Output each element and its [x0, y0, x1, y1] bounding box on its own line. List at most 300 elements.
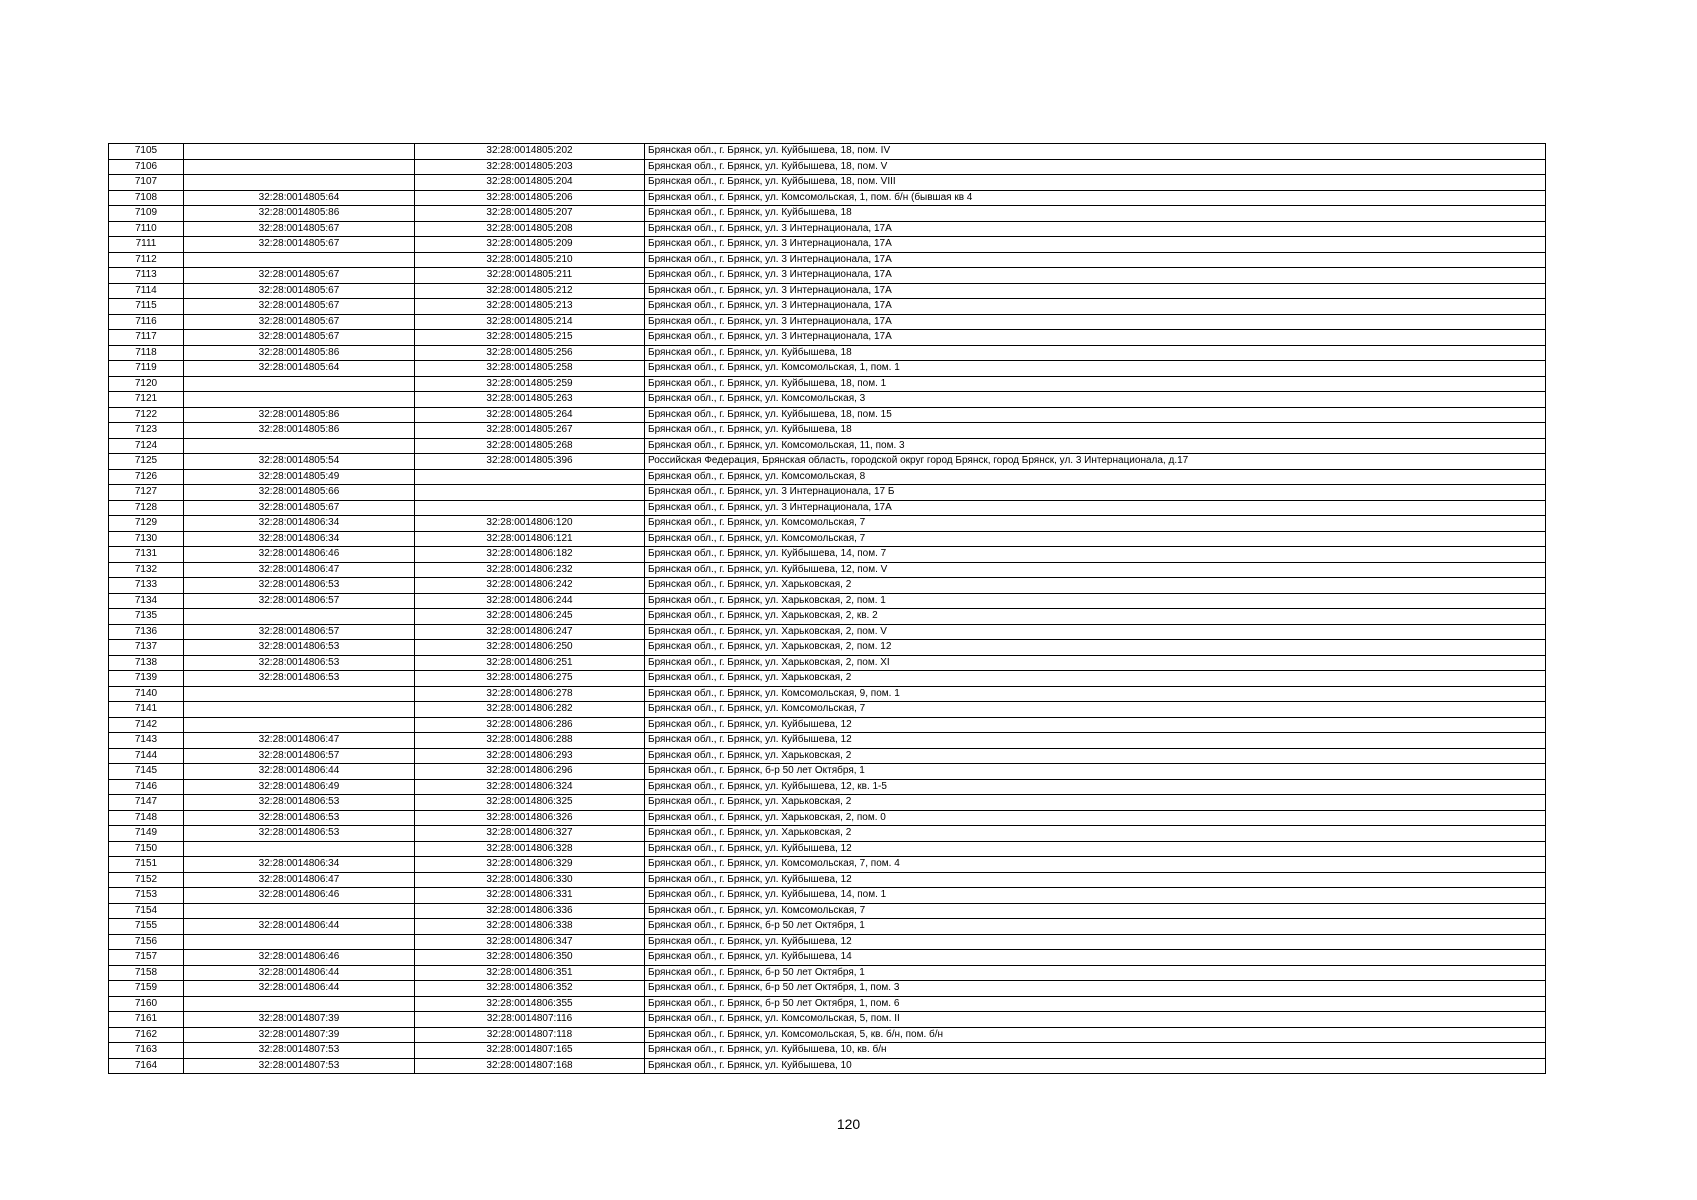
parent-cadastral-cell: 32:28:0014805:86 [184, 423, 415, 439]
row-number-cell: 7143 [109, 733, 184, 749]
address-cell: Брянская обл., г. Брянск, ул. Куйбышева, 14, пом. 1 [645, 888, 1546, 904]
row-number-cell: 7139 [109, 671, 184, 687]
row-number-cell: 7120 [109, 376, 184, 392]
parent-cadastral-cell: 32:28:0014805:67 [184, 237, 415, 253]
row-number-cell: 7124 [109, 438, 184, 454]
cadastral-number-cell: 32:28:0014805:210 [415, 252, 645, 268]
address-cell: Брянская обл., г. Брянск, ул. Харьковская, 2, пом. 1 [645, 593, 1546, 609]
row-number-cell: 7146 [109, 779, 184, 795]
row-number-cell: 7127 [109, 485, 184, 501]
cadastral-table-body [109, 144, 1546, 1074]
parent-cadastral-cell: 32:28:0014806:47 [184, 872, 415, 888]
row-number-cell: 7136 [109, 624, 184, 640]
parent-cadastral-cell: 32:28:0014806:34 [184, 516, 415, 532]
row-number-cell: 7128 [109, 500, 184, 516]
cadastral-number-cell: 32:28:0014806:326 [415, 810, 645, 826]
parent-cadastral-cell [184, 702, 415, 718]
address-cell: Брянская обл., г. Брянск, ул. Куйбышева, 12, пом. V [645, 562, 1546, 578]
address-cell: Брянская обл., г. Брянск, ул. Комсомольская, 9, пом. 1 [645, 686, 1546, 702]
address-cell: Брянская обл., г. Брянск, ул. Комсомольская, 1, пом. б/н (бывшая кв 4 [645, 190, 1546, 206]
cadastral-number-cell [415, 485, 645, 501]
table-row [109, 516, 1546, 532]
row-number-cell: 7159 [109, 981, 184, 997]
table-row [109, 283, 1546, 299]
cadastral-number-cell: 32:28:0014806:330 [415, 872, 645, 888]
cadastral-number-cell: 32:28:0014806:232 [415, 562, 645, 578]
row-number-cell: 7108 [109, 190, 184, 206]
row-number-cell: 7123 [109, 423, 184, 439]
cadastral-number-cell: 32:28:0014806:120 [415, 516, 645, 532]
parent-cadastral-cell: 32:28:0014806:53 [184, 671, 415, 687]
table-row [109, 624, 1546, 640]
cadastral-number-cell: 32:28:0014806:324 [415, 779, 645, 795]
cadastral-number-cell: 32:28:0014807:168 [415, 1058, 645, 1074]
address-cell: Брянская обл., г. Брянск, ул. Комсомольская, 11, пом. 3 [645, 438, 1546, 454]
cadastral-number-cell: 32:28:0014806:245 [415, 609, 645, 625]
address-cell: Брянская обл., г. Брянск, ул. Куйбышева, 18, пом. 15 [645, 407, 1546, 423]
row-number-cell: 7147 [109, 795, 184, 811]
address-cell: Брянская обл., г. Брянск, ул. 3 Интернационала, 17 Б [645, 485, 1546, 501]
address-cell: Брянская обл., г. Брянск, ул. Комсомольская, 5, пом. II [645, 1012, 1546, 1028]
row-number-cell: 7138 [109, 655, 184, 671]
cadastral-number-cell: 32:28:0014805:204 [415, 175, 645, 191]
table-row [109, 1012, 1546, 1028]
parent-cadastral-cell: 32:28:0014806:47 [184, 733, 415, 749]
cadastral-number-cell: 32:28:0014806:251 [415, 655, 645, 671]
cadastral-number-cell: 32:28:0014806:336 [415, 903, 645, 919]
table-row [109, 593, 1546, 609]
table-row [109, 795, 1546, 811]
table-row [109, 919, 1546, 935]
address-cell: Брянская обл., г. Брянск, ул. Куйбышева, 18 [645, 345, 1546, 361]
page-number: 120 [836, 1116, 861, 1132]
row-number-cell: 7112 [109, 252, 184, 268]
cadastral-number-cell: 32:28:0014806:325 [415, 795, 645, 811]
table-row [109, 299, 1546, 315]
table-row [109, 686, 1546, 702]
address-cell: Брянская обл., г. Брянск, ул. Куйбышева, 12 [645, 733, 1546, 749]
row-number-cell: 7119 [109, 361, 184, 377]
parent-cadastral-cell: 32:28:0014805:86 [184, 345, 415, 361]
row-number-cell: 7130 [109, 531, 184, 547]
cadastral-number-cell: 32:28:0014805:268 [415, 438, 645, 454]
cadastral-number-cell: 32:28:0014805:214 [415, 314, 645, 330]
parent-cadastral-cell [184, 376, 415, 392]
table-row [109, 562, 1546, 578]
address-cell: Брянская обл., г. Брянск, ул. 3 Интернационала, 17А [645, 283, 1546, 299]
address-cell: Брянская обл., г. Брянск, ул. 3 Интернационала, 17А [645, 314, 1546, 330]
cadastral-number-cell: 32:28:0014805:258 [415, 361, 645, 377]
address-cell: Брянская обл., г. Брянск, ул. Харьковская, 2, пом. XI [645, 655, 1546, 671]
cadastral-number-cell: 32:28:0014806:293 [415, 748, 645, 764]
row-number-cell: 7126 [109, 469, 184, 485]
table-row [109, 438, 1546, 454]
cadastral-number-cell: 32:28:0014805:206 [415, 190, 645, 206]
address-cell: Брянская обл., г. Брянск, ул. Куйбышева, 18, пом. V [645, 159, 1546, 175]
row-number-cell: 7111 [109, 237, 184, 253]
row-number-cell: 7109 [109, 206, 184, 222]
address-cell: Брянская обл., г. Брянск, ул. Харьковская, 2 [645, 671, 1546, 687]
cadastral-number-cell: 32:28:0014806:182 [415, 547, 645, 563]
address-cell: Брянская обл., г. Брянск, ул. Куйбышева, 18, пом. 1 [645, 376, 1546, 392]
parent-cadastral-cell: 32:28:0014805:67 [184, 330, 415, 346]
parent-cadastral-cell: 32:28:0014805:67 [184, 500, 415, 516]
cadastral-number-cell: 32:28:0014806:121 [415, 531, 645, 547]
row-number-cell: 7134 [109, 593, 184, 609]
table-row [109, 144, 1546, 160]
table-row [109, 531, 1546, 547]
cadastral-number-cell: 32:28:0014806:351 [415, 965, 645, 981]
address-cell: Брянская обл., г. Брянск, б-р 50 лет Октября, 1, пом. 3 [645, 981, 1546, 997]
parent-cadastral-cell: 32:28:0014807:39 [184, 1012, 415, 1028]
parent-cadastral-cell: 32:28:0014806:44 [184, 965, 415, 981]
table-row [109, 702, 1546, 718]
parent-cadastral-cell: 32:28:0014806:57 [184, 593, 415, 609]
table-row [109, 500, 1546, 516]
table-row [109, 407, 1546, 423]
table-row [109, 361, 1546, 377]
address-cell: Брянская обл., г. Брянск, ул. 3 Интернационала, 17А [645, 237, 1546, 253]
row-number-cell: 7116 [109, 314, 184, 330]
table-row [109, 950, 1546, 966]
cadastral-number-cell: 32:28:0014807:118 [415, 1027, 645, 1043]
address-cell: Брянская обл., г. Брянск, ул. 3 Интернационала, 17А [645, 268, 1546, 284]
parent-cadastral-cell [184, 609, 415, 625]
row-number-cell: 7110 [109, 221, 184, 237]
parent-cadastral-cell [184, 841, 415, 857]
row-number-cell: 7150 [109, 841, 184, 857]
row-number-cell: 7135 [109, 609, 184, 625]
cadastral-number-cell: 32:28:0014806:347 [415, 934, 645, 950]
table-row [109, 237, 1546, 253]
parent-cadastral-cell: 32:28:0014806:53 [184, 810, 415, 826]
parent-cadastral-cell: 32:28:0014806:46 [184, 950, 415, 966]
address-cell: Брянская обл., г. Брянск, ул. Куйбышева, 18 [645, 206, 1546, 222]
cadastral-number-cell: 32:28:0014805:264 [415, 407, 645, 423]
address-cell: Брянская обл., г. Брянск, ул. Куйбышева, 18 [645, 423, 1546, 439]
row-number-cell: 7121 [109, 392, 184, 408]
parent-cadastral-cell [184, 175, 415, 191]
cadastral-number-cell: 32:28:0014805:259 [415, 376, 645, 392]
table-row [109, 888, 1546, 904]
table-row [109, 609, 1546, 625]
row-number-cell: 7118 [109, 345, 184, 361]
parent-cadastral-cell: 32:28:0014805:54 [184, 454, 415, 470]
cadastral-number-cell: 32:28:0014805:396 [415, 454, 645, 470]
row-number-cell: 7129 [109, 516, 184, 532]
parent-cadastral-cell [184, 686, 415, 702]
parent-cadastral-cell: 32:28:0014807:53 [184, 1058, 415, 1074]
address-cell: Брянская обл., г. Брянск, б-р 50 лет Октября, 1, пом. 6 [645, 996, 1546, 1012]
address-cell: Брянская обл., г. Брянск, ул. Куйбышева, 14 [645, 950, 1546, 966]
address-cell: Брянская обл., г. Брянск, б-р 50 лет Октября, 1 [645, 965, 1546, 981]
table-row [109, 748, 1546, 764]
cadastral-number-cell: 32:28:0014806:338 [415, 919, 645, 935]
parent-cadastral-cell: 32:28:0014806:44 [184, 981, 415, 997]
table-row [109, 841, 1546, 857]
parent-cadastral-cell: 32:28:0014806:34 [184, 531, 415, 547]
address-cell: Брянская обл., г. Брянск, б-р 50 лет Октября, 1 [645, 919, 1546, 935]
address-cell: Брянская обл., г. Брянск, ул. Комсомольская, 7 [645, 516, 1546, 532]
parent-cadastral-cell: 32:28:0014805:64 [184, 361, 415, 377]
address-cell: Брянская обл., г. Брянск, ул. 3 Интернационала, 17А [645, 221, 1546, 237]
address-cell: Брянская обл., г. Брянск, ул. Куйбышева, 12 [645, 872, 1546, 888]
cadastral-number-cell: 32:28:0014805:256 [415, 345, 645, 361]
row-number-cell: 7151 [109, 857, 184, 873]
table-row [109, 221, 1546, 237]
table-row [109, 826, 1546, 842]
address-cell: Брянская обл., г. Брянск, ул. Комсомольская, 7 [645, 903, 1546, 919]
row-number-cell: 7156 [109, 934, 184, 950]
parent-cadastral-cell: 32:28:0014806:44 [184, 919, 415, 935]
parent-cadastral-cell: 32:28:0014806:46 [184, 547, 415, 563]
row-number-cell: 7141 [109, 702, 184, 718]
table-row [109, 903, 1546, 919]
parent-cadastral-cell: 32:28:0014806:53 [184, 655, 415, 671]
address-cell: Брянская обл., г. Брянск, ул. Комсомольская, 5, кв. б/н, пом. б/н [645, 1027, 1546, 1043]
address-cell: Брянская обл., г. Брянск, ул. Комсомольская, 7 [645, 702, 1546, 718]
table-row [109, 779, 1546, 795]
table-row [109, 469, 1546, 485]
row-number-cell: 7140 [109, 686, 184, 702]
address-cell: Брянская обл., г. Брянск, ул. Комсомольская, 7, пом. 4 [645, 857, 1546, 873]
parent-cadastral-cell [184, 903, 415, 919]
parent-cadastral-cell [184, 934, 415, 950]
parent-cadastral-cell: 32:28:0014805:67 [184, 314, 415, 330]
parent-cadastral-cell: 32:28:0014806:46 [184, 888, 415, 904]
cadastral-number-cell: 32:28:0014805:209 [415, 237, 645, 253]
parent-cadastral-cell [184, 717, 415, 733]
parent-cadastral-cell: 32:28:0014806:53 [184, 578, 415, 594]
cadastral-number-cell: 32:28:0014805:213 [415, 299, 645, 315]
row-number-cell: 7133 [109, 578, 184, 594]
cadastral-number-cell: 32:28:0014806:286 [415, 717, 645, 733]
table-row [109, 996, 1546, 1012]
address-cell: Брянская обл., г. Брянск, ул. 3 Интернационала, 17А [645, 500, 1546, 516]
address-cell: Брянская обл., г. Брянск, ул. 3 Интернационала, 17А [645, 330, 1546, 346]
parent-cadastral-cell: 32:28:0014807:39 [184, 1027, 415, 1043]
parent-cadastral-cell: 32:28:0014806:47 [184, 562, 415, 578]
table-row [109, 1043, 1546, 1059]
address-cell: Брянская обл., г. Брянск, ул. Харьковская, 2, пом. 0 [645, 810, 1546, 826]
parent-cadastral-cell: 32:28:0014806:49 [184, 779, 415, 795]
row-number-cell: 7152 [109, 872, 184, 888]
parent-cadastral-cell: 32:28:0014805:67 [184, 221, 415, 237]
address-cell: Брянская обл., г. Брянск, ул. 3 Интернационала, 17А [645, 252, 1546, 268]
document-table-container [108, 143, 1545, 1074]
address-cell: Брянская обл., г. Брянск, ул. Комсомольская, 3 [645, 392, 1546, 408]
table-row [109, 965, 1546, 981]
table-row [109, 640, 1546, 656]
row-number-cell: 7154 [109, 903, 184, 919]
cadastral-number-cell: 32:28:0014806:328 [415, 841, 645, 857]
table-row [109, 717, 1546, 733]
row-number-cell: 7145 [109, 764, 184, 780]
row-number-cell: 7117 [109, 330, 184, 346]
parent-cadastral-cell: 32:28:0014805:86 [184, 407, 415, 423]
row-number-cell: 7107 [109, 175, 184, 191]
table-row [109, 655, 1546, 671]
parent-cadastral-cell [184, 144, 415, 160]
cadastral-table [108, 143, 1546, 1074]
parent-cadastral-cell [184, 252, 415, 268]
parent-cadastral-cell [184, 996, 415, 1012]
row-number-cell: 7125 [109, 454, 184, 470]
table-row [109, 175, 1546, 191]
address-cell: Брянская обл., г. Брянск, ул. Харьковская, 2 [645, 795, 1546, 811]
table-row [109, 1027, 1546, 1043]
row-number-cell: 7149 [109, 826, 184, 842]
address-cell: Брянская обл., г. Брянск, ул. Комсомольская, 7 [645, 531, 1546, 547]
address-cell: Российская Федерация, Брянская область, городской округ город Брянск, город Брянск, ул. 3 Интернационала, д.17 [645, 454, 1546, 470]
parent-cadastral-cell: 32:28:0014805:67 [184, 283, 415, 299]
address-cell: Брянская обл., г. Брянск, ул. Харьковская, 2, кв. 2 [645, 609, 1546, 625]
table-row [109, 268, 1546, 284]
parent-cadastral-cell: 32:28:0014805:67 [184, 268, 415, 284]
cadastral-number-cell: 32:28:0014806:275 [415, 671, 645, 687]
row-number-cell: 7157 [109, 950, 184, 966]
parent-cadastral-cell: 32:28:0014805:49 [184, 469, 415, 485]
table-row [109, 764, 1546, 780]
row-number-cell: 7161 [109, 1012, 184, 1028]
cadastral-number-cell: 32:28:0014807:165 [415, 1043, 645, 1059]
address-cell: Брянская обл., г. Брянск, ул. Харьковская, 2 [645, 578, 1546, 594]
table-row [109, 810, 1546, 826]
cadastral-number-cell: 32:28:0014806:250 [415, 640, 645, 656]
address-cell: Брянская обл., г. Брянск, ул. Харьковская, 2 [645, 826, 1546, 842]
cadastral-number-cell: 32:28:0014805:215 [415, 330, 645, 346]
cadastral-number-cell [415, 500, 645, 516]
cadastral-number-cell: 32:28:0014805:203 [415, 159, 645, 175]
parent-cadastral-cell: 32:28:0014805:67 [184, 299, 415, 315]
row-number-cell: 7163 [109, 1043, 184, 1059]
cadastral-number-cell: 32:28:0014806:282 [415, 702, 645, 718]
table-row [109, 857, 1546, 873]
address-cell: Брянская обл., г. Брянск, ул. Харьковская, 2, пом. V [645, 624, 1546, 640]
row-number-cell: 7113 [109, 268, 184, 284]
parent-cadastral-cell: 32:28:0014805:86 [184, 206, 415, 222]
row-number-cell: 7162 [109, 1027, 184, 1043]
parent-cadastral-cell: 32:28:0014806:53 [184, 640, 415, 656]
address-cell: Брянская обл., г. Брянск, ул. Куйбышева, 12 [645, 841, 1546, 857]
row-number-cell: 7132 [109, 562, 184, 578]
table-row [109, 1058, 1546, 1074]
cadastral-number-cell: 32:28:0014806:288 [415, 733, 645, 749]
table-row [109, 671, 1546, 687]
parent-cadastral-cell [184, 159, 415, 175]
row-number-cell: 7153 [109, 888, 184, 904]
row-number-cell: 7142 [109, 717, 184, 733]
cadastral-number-cell: 32:28:0014806:350 [415, 950, 645, 966]
table-row [109, 981, 1546, 997]
cadastral-number-cell: 32:28:0014806:296 [415, 764, 645, 780]
cadastral-number-cell: 32:28:0014807:116 [415, 1012, 645, 1028]
cadastral-number-cell: 32:28:0014806:352 [415, 981, 645, 997]
table-row [109, 733, 1546, 749]
parent-cadastral-cell: 32:28:0014805:64 [184, 190, 415, 206]
row-number-cell: 7122 [109, 407, 184, 423]
parent-cadastral-cell: 32:28:0014807:53 [184, 1043, 415, 1059]
table-row [109, 547, 1546, 563]
parent-cadastral-cell: 32:28:0014806:53 [184, 826, 415, 842]
row-number-cell: 7160 [109, 996, 184, 1012]
table-row [109, 392, 1546, 408]
table-row [109, 345, 1546, 361]
cadastral-number-cell: 32:28:0014805:211 [415, 268, 645, 284]
address-cell: Брянская обл., г. Брянск, ул. Куйбышева, 10 [645, 1058, 1546, 1074]
address-cell: Брянская обл., г. Брянск, ул. Куйбышева, 14, пом. 7 [645, 547, 1546, 563]
row-number-cell: 7106 [109, 159, 184, 175]
parent-cadastral-cell: 32:28:0014806:57 [184, 748, 415, 764]
table-row [109, 252, 1546, 268]
parent-cadastral-cell [184, 392, 415, 408]
table-row [109, 934, 1546, 950]
table-row [109, 376, 1546, 392]
row-number-cell: 7137 [109, 640, 184, 656]
table-row [109, 578, 1546, 594]
table-row [109, 485, 1546, 501]
address-cell: Брянская обл., г. Брянск, ул. 3 Интернационала, 17А [645, 299, 1546, 315]
table-row [109, 314, 1546, 330]
parent-cadastral-cell [184, 438, 415, 454]
parent-cadastral-cell: 32:28:0014806:53 [184, 795, 415, 811]
cadastral-number-cell: 32:28:0014805:263 [415, 392, 645, 408]
row-number-cell: 7131 [109, 547, 184, 563]
address-cell: Брянская обл., г. Брянск, ул. Куйбышева, 18, пом. IV [645, 144, 1546, 160]
address-cell: Брянская обл., г. Брянск, ул. Куйбышева, 12, кв. 1-5 [645, 779, 1546, 795]
row-number-cell: 7164 [109, 1058, 184, 1074]
address-cell: Брянская обл., г. Брянск, б-р 50 лет Октября, 1 [645, 764, 1546, 780]
cadastral-number-cell: 32:28:0014806:242 [415, 578, 645, 594]
cadastral-number-cell: 32:28:0014805:208 [415, 221, 645, 237]
parent-cadastral-cell: 32:28:0014806:34 [184, 857, 415, 873]
row-number-cell: 7158 [109, 965, 184, 981]
row-number-cell: 7155 [109, 919, 184, 935]
table-row [109, 206, 1546, 222]
row-number-cell: 7105 [109, 144, 184, 160]
address-cell: Брянская обл., г. Брянск, ул. Харьковская, 2 [645, 748, 1546, 764]
table-row [109, 159, 1546, 175]
cadastral-number-cell: 32:28:0014805:202 [415, 144, 645, 160]
cadastral-number-cell: 32:28:0014806:355 [415, 996, 645, 1012]
address-cell: Брянская обл., г. Брянск, ул. Куйбышева, 18, пом. VIII [645, 175, 1546, 191]
table-row [109, 454, 1546, 470]
cadastral-number-cell [415, 469, 645, 485]
cadastral-number-cell: 32:28:0014806:327 [415, 826, 645, 842]
table-row [109, 190, 1546, 206]
parent-cadastral-cell: 32:28:0014806:44 [184, 764, 415, 780]
address-cell: Брянская обл., г. Брянск, ул. Куйбышева, 12 [645, 934, 1546, 950]
cadastral-number-cell: 32:28:0014806:278 [415, 686, 645, 702]
address-cell: Брянская обл., г. Брянск, ул. Куйбышева, 10, кв. б/н [645, 1043, 1546, 1059]
cadastral-number-cell: 32:28:0014806:247 [415, 624, 645, 640]
cadastral-number-cell: 32:28:0014806:329 [415, 857, 645, 873]
address-cell: Брянская обл., г. Брянск, ул. Харьковская, 2, пом. 12 [645, 640, 1546, 656]
cadastral-number-cell: 32:28:0014805:267 [415, 423, 645, 439]
table-row [109, 330, 1546, 346]
row-number-cell: 7144 [109, 748, 184, 764]
cadastral-number-cell: 32:28:0014806:331 [415, 888, 645, 904]
parent-cadastral-cell: 32:28:0014806:57 [184, 624, 415, 640]
address-cell: Брянская обл., г. Брянск, ул. Комсомольская, 1, пом. 1 [645, 361, 1546, 377]
table-row [109, 423, 1546, 439]
cadastral-number-cell: 32:28:0014805:207 [415, 206, 645, 222]
row-number-cell: 7148 [109, 810, 184, 826]
row-number-cell: 7114 [109, 283, 184, 299]
row-number-cell: 7115 [109, 299, 184, 315]
address-cell: Брянская обл., г. Брянск, ул. Куйбышева, 12 [645, 717, 1546, 733]
cadastral-number-cell: 32:28:0014806:244 [415, 593, 645, 609]
